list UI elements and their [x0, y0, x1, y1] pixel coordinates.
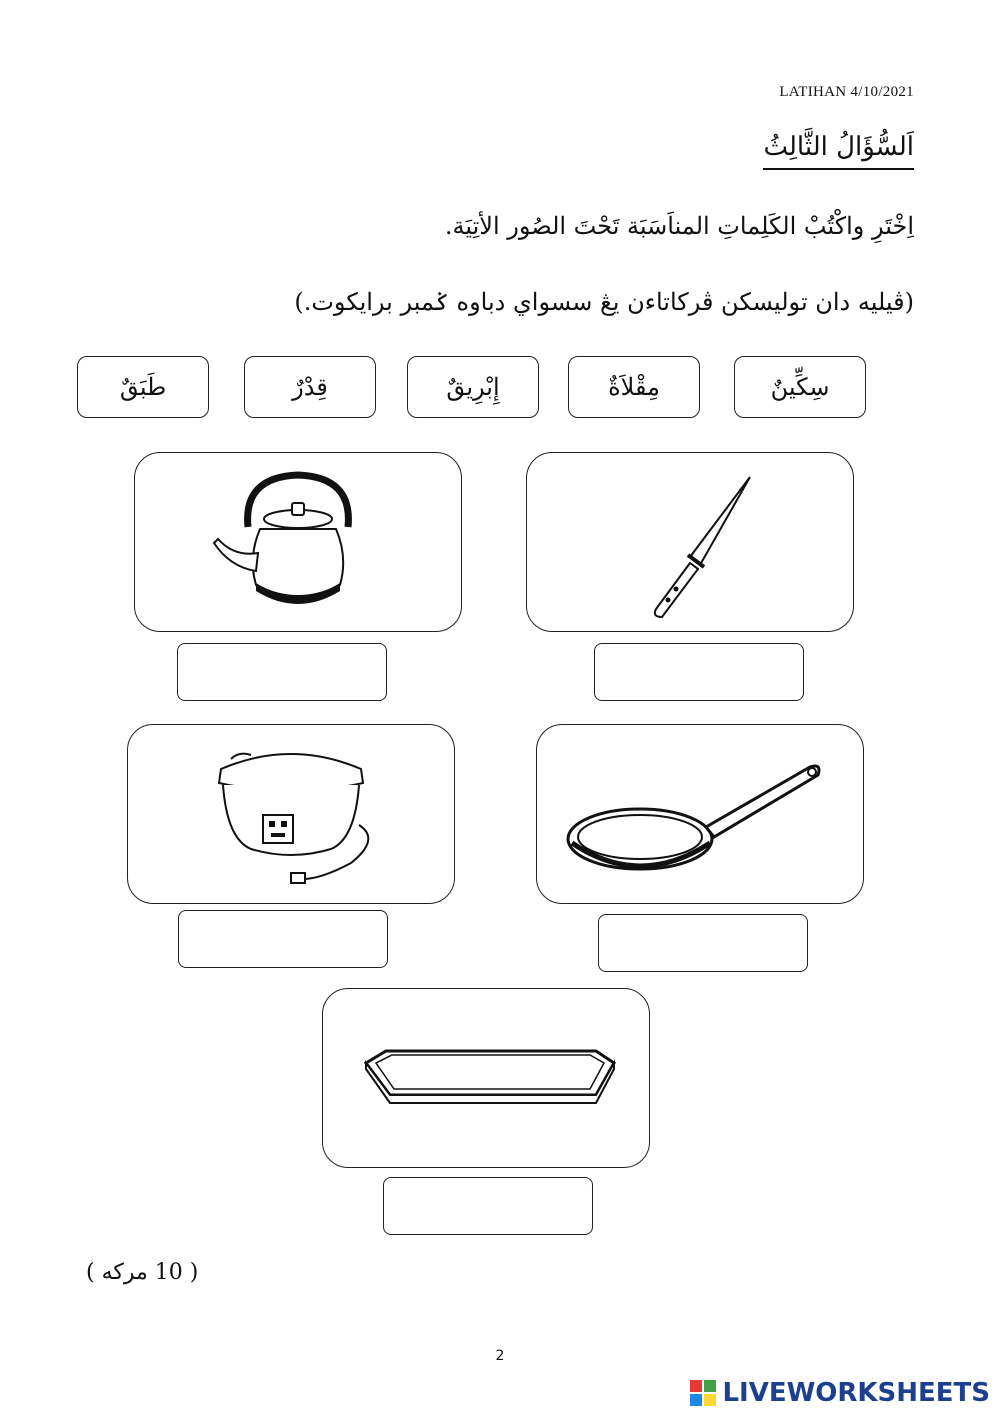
- page-number: 2: [495, 1348, 505, 1364]
- word-bank-item[interactable]: إِبْرِيقٌ: [407, 356, 539, 418]
- worksheet-date: LATIHAN 4/10/2021: [779, 84, 914, 100]
- answer-field-knife[interactable]: [594, 643, 804, 701]
- kettle-icon: [198, 457, 398, 627]
- picture-card-tray: [322, 988, 650, 1168]
- answer-field-rice-cooker[interactable]: [178, 910, 388, 968]
- answer-field-tray[interactable]: [383, 1177, 593, 1235]
- tray-icon: [346, 1033, 626, 1123]
- brand-name: LIVEWORKSHEETS: [722, 1378, 990, 1408]
- picture-card-rice-cooker: [127, 724, 455, 904]
- brand-squares-icon: [690, 1380, 716, 1406]
- word-bank-item[interactable]: قِدْرٌ: [244, 356, 376, 418]
- word-bank-item[interactable]: سِكِّينٌ: [734, 356, 866, 418]
- answer-field-kettle[interactable]: [177, 643, 387, 701]
- instruction-jawi: (ڤيليه دان توليسكن ڤركاتاءن يڠ سسواي دباوه ݢمبر برايكوت.): [294, 288, 914, 316]
- instruction-arabic: اِخْتَرِ واكْتُبْ الكَلِماتِ المناَسَبَة تَحْتَ الصُور الأتِيَة.: [444, 212, 914, 240]
- total-marks: ( 10 مركه ): [86, 1260, 199, 1285]
- answer-field-frying-pan[interactable]: [598, 914, 808, 972]
- rice-cooker-icon: [191, 729, 391, 899]
- frying-pan-icon: [560, 739, 840, 889]
- question-title: اَلسُّؤَالُ الثَّالِثُ: [763, 132, 914, 170]
- word-bank-item[interactable]: مِقْلاَةٌ: [568, 356, 700, 418]
- brand-logo[interactable]: [690, 1378, 990, 1408]
- picture-card-kettle: [134, 452, 462, 632]
- picture-card-knife: [526, 452, 854, 632]
- word-bank-item[interactable]: طَبَقٌ: [77, 356, 209, 418]
- knife-icon: [590, 457, 790, 627]
- picture-card-frying-pan: [536, 724, 864, 904]
